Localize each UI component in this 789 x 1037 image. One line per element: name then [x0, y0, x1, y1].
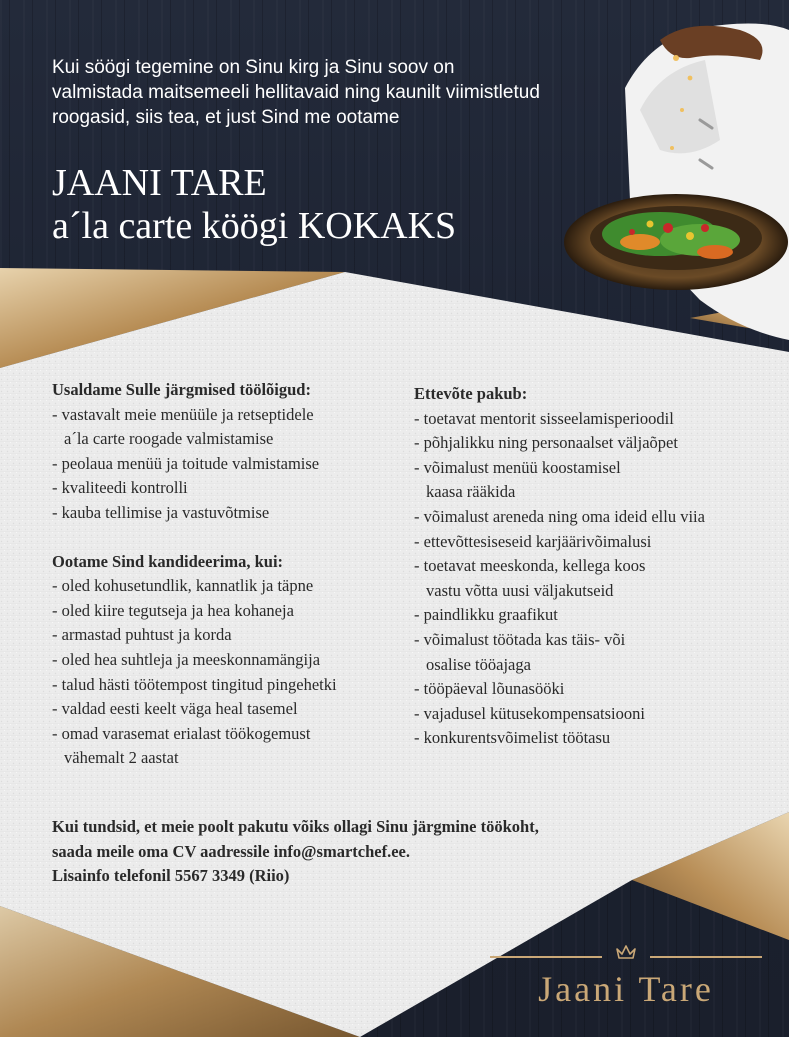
closing-line: Lisainfo telefonil 5567 3349 (Riio) — [52, 866, 290, 885]
list-item: - oled kohusetundlik, kannatlik ja täpne — [52, 576, 314, 596]
duties-heading: Usaldame Sulle järgmised töölõigud: — [52, 380, 311, 399]
list-item: kaasa rääkida — [426, 482, 516, 502]
list-item: vastu võtta uusi väljakutseid — [426, 580, 614, 600]
list-item: - armastad puhtust ja korda — [52, 625, 232, 645]
intro-line: roogasid, siis tea, et just Sind me ootame — [52, 107, 400, 128]
list-item: - põhjalikku ning personaalset väljaõpet — [414, 433, 678, 453]
left-column — [52, 378, 412, 771]
list-item: - omad varasemat erialast töökogemust — [52, 723, 311, 743]
list-item: - kauba tellimise ja vastuvõtmise — [52, 502, 270, 522]
chef-photo — [625, 23, 789, 340]
list-item: - vastavalt meie menüüle ja retseptidele — [52, 404, 314, 424]
list-item: - kvaliteedi kontrolli — [52, 478, 188, 498]
intro-text — [52, 55, 612, 130]
logo-rule-left — [490, 956, 602, 958]
list-item: - ettevõttesiseseid karjäärivõimalusi — [414, 531, 652, 551]
salad-plate — [564, 194, 788, 290]
closing-line: saada meile oma CV aadressile info@smartchef.ee. — [52, 841, 410, 861]
logo-rule-right — [650, 956, 762, 958]
list-item: - valdad eesti keelt väga heal tasemel — [52, 699, 298, 719]
job-title — [52, 162, 456, 248]
list-item: - paindlikku graafikut — [414, 605, 558, 625]
list-item: - oled kiire tegutseja ja hea kohaneja — [52, 600, 294, 620]
list-item: - toetavat meeskonda, kellega koos — [414, 556, 646, 576]
list-item: - võimalust töötada kas täis- või — [414, 629, 626, 649]
list-item: - peolaua menüü ja toitude valmistamise — [52, 453, 320, 473]
list-item: a´la carte roogade valmistamise — [64, 429, 274, 449]
contact-info — [52, 815, 539, 889]
headline-restaurant: JAANI TARE — [52, 162, 267, 204]
headline-position: a´la carte köögi KOKAKS — [52, 205, 457, 247]
intro-line: valmistada maitsemeeli hellitavaid ning kaunilt viimistletud — [52, 82, 540, 103]
list-item: - võimalust menüü koostamisel — [414, 457, 621, 477]
crown-icon — [616, 944, 636, 960]
list-item: - toetavat mentorit sisseelamisperioodil — [414, 408, 674, 428]
intro-line: Kui söögi tegemine on Sinu kirg ja Sinu soov on — [52, 57, 455, 78]
list-item: - vajadusel kütusekompensatsiooni — [414, 703, 645, 723]
list-item: - tööpäeval lõunasööki — [414, 679, 565, 699]
list-item: vähemalt 2 aastat — [64, 748, 179, 768]
list-item: - konkurentsvõimelist töötasu — [414, 728, 611, 748]
list-item: - talud hästi töötempost tingitud pingehetki — [52, 674, 337, 694]
requirements-heading: Ootame Sind kandideerima, kui: — [52, 551, 284, 571]
list-item: - võimalust areneda ning oma ideid ellu viia — [414, 506, 705, 526]
list-item: - oled hea suhtleja ja meeskonnamängija — [52, 649, 321, 669]
right-column — [414, 382, 774, 751]
list-item: osalise tööajaga — [426, 654, 531, 674]
offer-heading: Ettevõte pakub: — [414, 384, 528, 403]
jaani-tare-logo — [490, 940, 762, 1010]
logo-wordmark: Jaani Tare — [538, 969, 714, 1009]
closing-line: Kui tundsid, et meie poolt pakutu võiks ollagi Sinu järgmine töökoht, — [52, 817, 539, 836]
